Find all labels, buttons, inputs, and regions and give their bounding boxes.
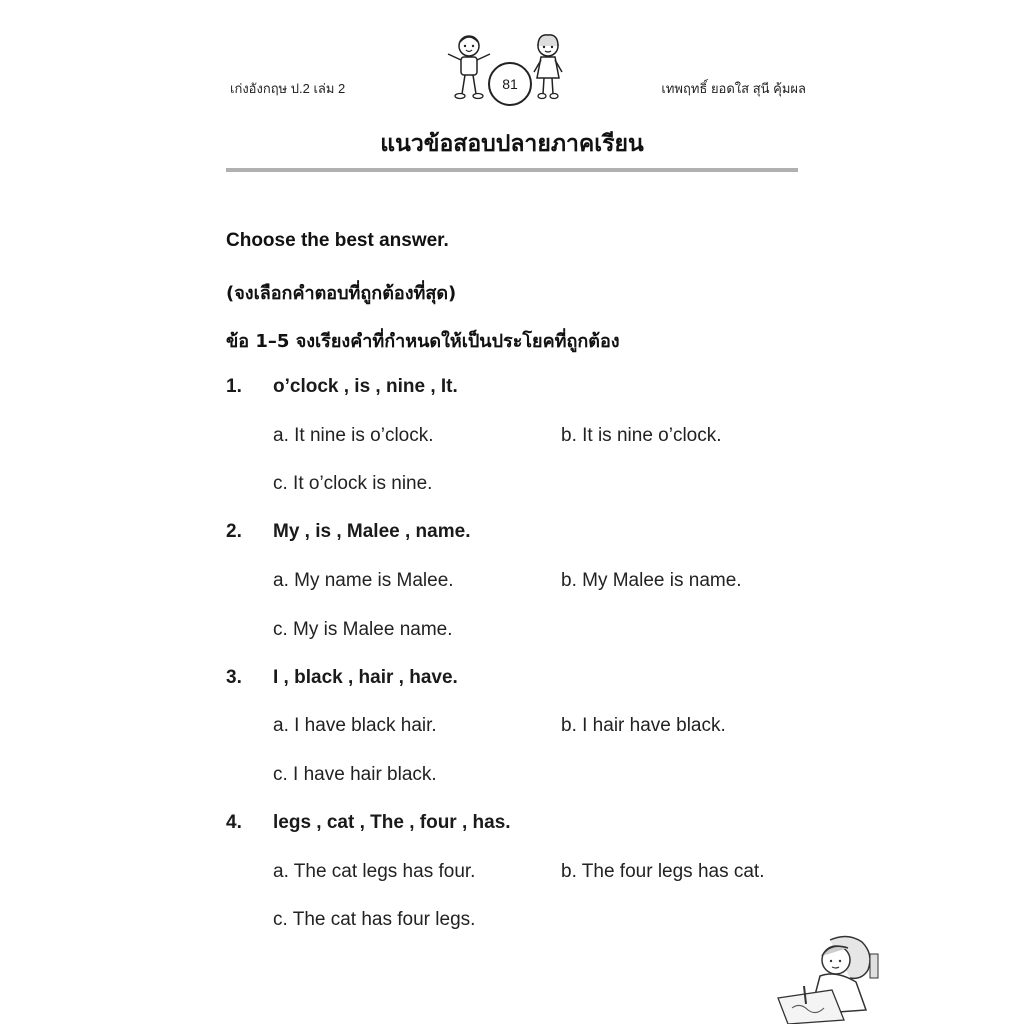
option-a[interactable]: a. It nine is o’clock. — [273, 425, 434, 446]
girl-drawing-illustration — [770, 930, 880, 1024]
option-c[interactable]: c. It o’clock is nine. — [273, 473, 433, 494]
option-b[interactable]: b. I hair have black. — [561, 715, 726, 736]
question-number: 1. — [226, 376, 242, 397]
option-c[interactable]: c. My is Malee name. — [273, 619, 453, 640]
option-b[interactable]: b. It is nine o’clock. — [561, 425, 722, 446]
title-underline — [226, 168, 798, 172]
question-number: 4. — [226, 812, 242, 833]
header-book-title: เก่งอังกฤษ ป.2 เล่ม 2 — [230, 81, 346, 96]
question-prompt: My , is , Malee , name. — [273, 521, 471, 542]
page-title: แนวข้อสอบปลายภาคเรียน — [380, 131, 644, 157]
page-number-badge: 81 — [488, 62, 532, 106]
option-a[interactable]: a. My name is Malee. — [273, 570, 454, 591]
question-prompt: legs , cat , The , four , has. — [273, 812, 511, 833]
question-number: 3. — [226, 667, 242, 688]
question-number: 2. — [226, 521, 242, 542]
question-prompt: o’clock , is , nine , It. — [273, 376, 458, 397]
girl-illustration — [528, 32, 568, 102]
question-prompt: I , black , hair , have. — [273, 667, 458, 688]
instruction-thai: (จงเลือกคำตอบที่ถูกต้องที่สุด) — [226, 283, 457, 304]
section-instruction: ข้อ 1–5 จงเรียงคำที่กำหนดให้เป็นประโยคที่ถูกต้อง — [226, 331, 620, 352]
boy-illustration — [444, 32, 494, 102]
option-b[interactable]: b. The four legs has cat. — [561, 861, 765, 882]
option-c[interactable]: c. I have hair black. — [273, 764, 437, 785]
option-a[interactable]: a. I have black hair. — [273, 715, 437, 736]
instruction-english: Choose the best answer. — [226, 230, 449, 251]
option-c[interactable]: c. The cat has four legs. — [273, 909, 476, 930]
option-b[interactable]: b. My Malee is name. — [561, 570, 742, 591]
header-authors: เทพฤทธิ์ ยอดใส สุนี คุ้มผล — [661, 81, 806, 96]
option-a[interactable]: a. The cat legs has four. — [273, 861, 476, 882]
